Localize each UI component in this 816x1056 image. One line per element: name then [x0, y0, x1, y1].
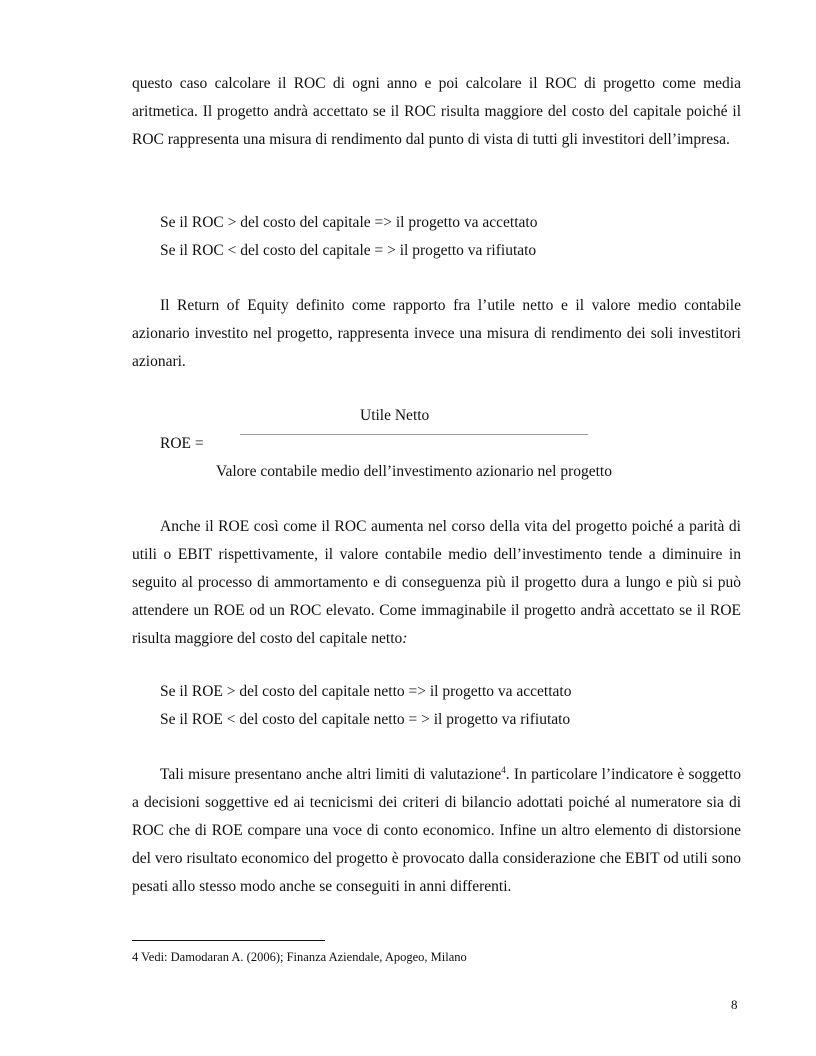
footnote-reference[interactable]: 4 — [501, 764, 506, 775]
paragraph-limits-text-start: Tali misure presentano anche altri limiti di valutazione — [160, 766, 502, 783]
roe-rule-reject: Se il ROE < del costo del capitale netto = > il progetto va rifiutato — [160, 711, 571, 728]
paragraph-roe-trend — [132, 513, 741, 653]
roe-rule-accept: Se il ROE > del costo del capitale netto => il progetto va accettato — [160, 683, 572, 700]
paragraph-limits — [132, 761, 741, 901]
formula-denominator: Valore contabile medio dell’investimento azionario nel progetto — [216, 463, 612, 480]
roc-rule-reject: Se il ROC < del costo del capitale = > il progetto va rifiutato — [160, 242, 537, 259]
footnote-text: 4 Vedi: Damodaran A. (2006); Finanza Aziendale, Apogeo, Milano — [132, 950, 467, 964]
paragraph-roc-method-text: questo caso calcolare il ROC di ogni anno e poi calcolare il ROC di progetto come media aritmetica. Il progetto andrà accettato se il ROC risulta maggiore del costo del capitale poiché il ROC rappresenta una misura di rendimento dal punto di vista di tutti gli investitori dell’impresa. — [132, 75, 741, 148]
paragraph-roe-trend-colon: : — [402, 630, 408, 647]
formula-lhs: ROE = — [160, 435, 204, 452]
footnote-separator — [132, 940, 325, 941]
formula-fraction-line — [240, 434, 588, 435]
roc-rule-accept: Se il ROC > del costo del capitale => il progetto va accettato — [160, 214, 538, 231]
formula-numerator: Utile Netto — [360, 407, 430, 424]
paragraph-limits-text-end: . In particolare l’indicatore è soggetto a decisioni soggettive ed ai tecnicismi dei criteri di bilancio adottati poiché al numeratore sia di ROC che di ROE compare una voce di conto economico. Infine un altro elemento di distorsione del vero risultato economico del progetto è provocato dalla considerazione che EBIT od utili sono pesati allo stesso modo anche se conseguiti in anni differenti. — [132, 766, 741, 895]
paragraph-roe-definition-text: Il Return of Equity definito come rapporto fra l’utile netto e il valore medio contabile azionario investito nel progetto, rappresenta invece una misura di rendimento dei soli investitori azionari. — [132, 297, 741, 370]
paragraph-roc-method — [132, 70, 741, 154]
paragraph-roe-trend-text: Anche il ROE così come il ROC aumenta nel corso della vita del progetto poiché a parità di utili o EBIT rispettivamente, il valore contabile medio dell’investimento tende a diminuire in seguito al processo di ammortamento e di conseguenza più il progetto dura a lungo e più si può attendere un ROE od un ROC elevato. Come immaginabile il progetto andrà accettato se il ROE risulta maggiore del costo del capitale netto — [132, 518, 741, 647]
page-number: 8 — [731, 997, 738, 1012]
paragraph-roe-definition — [132, 292, 741, 376]
